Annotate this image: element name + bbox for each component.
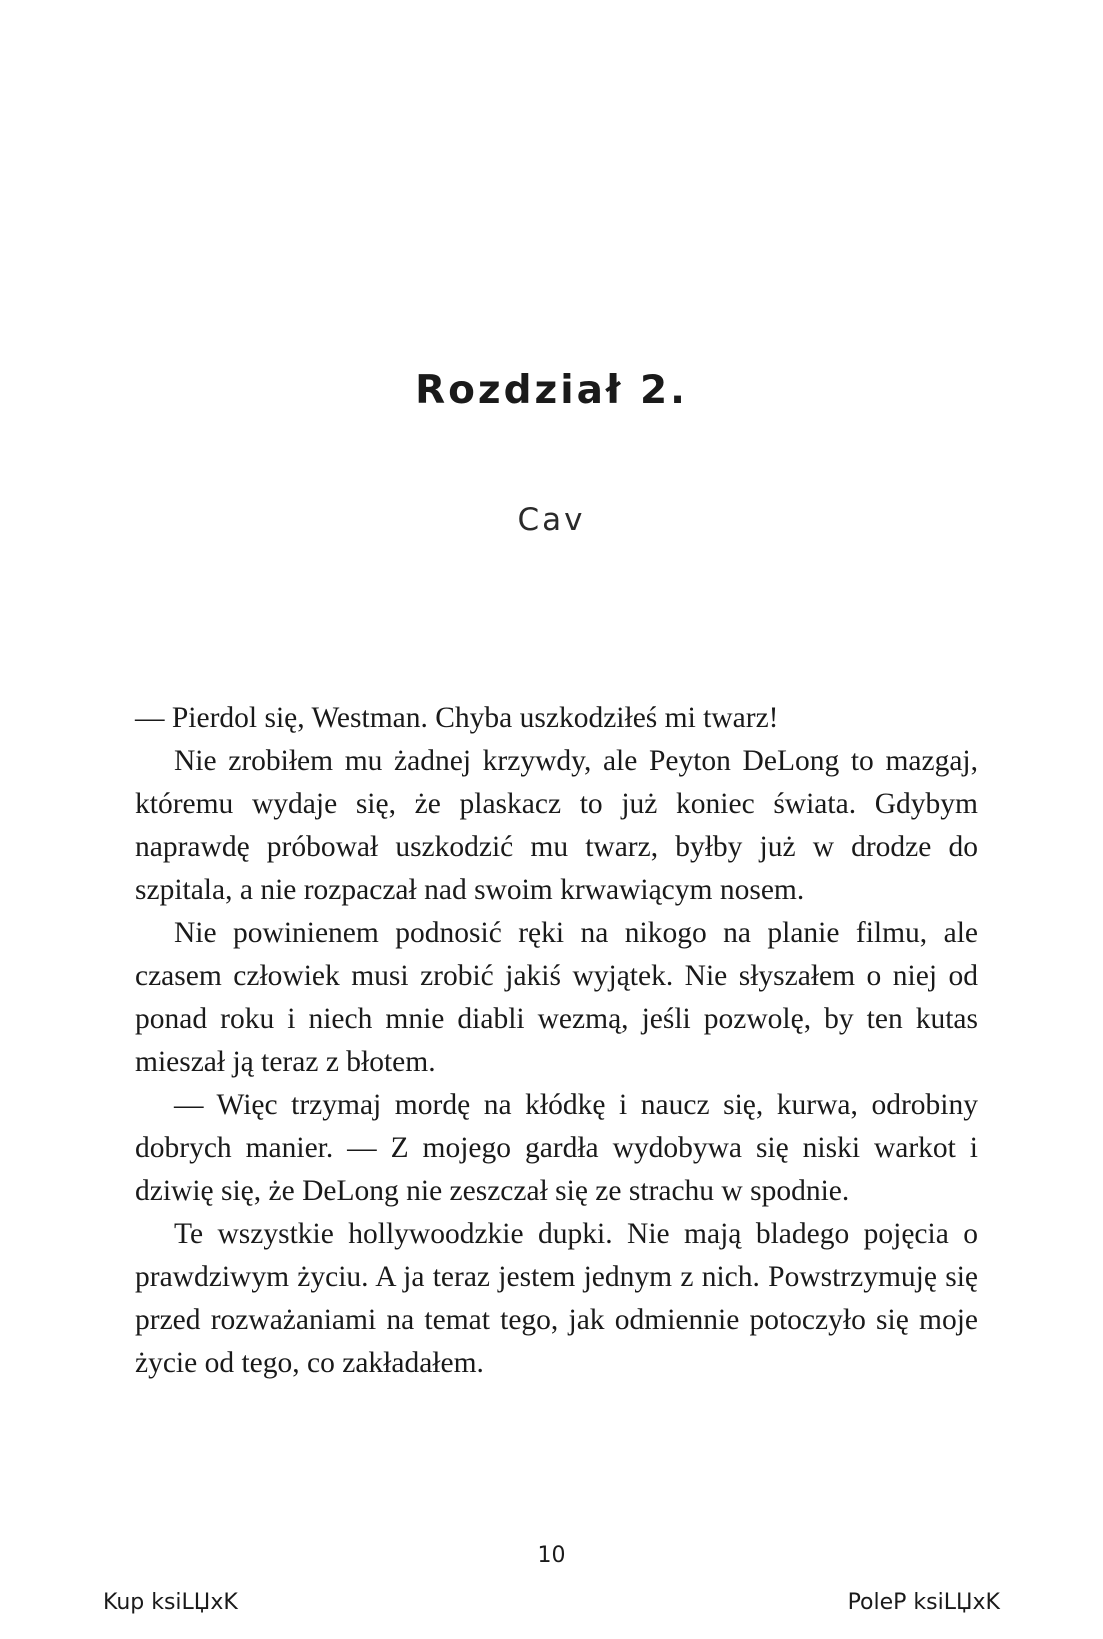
buy-book-link[interactable]: Kup ksiLЏxK [103, 1590, 238, 1615]
chapter-narrator: Cav [517, 502, 586, 538]
recommend-book-link[interactable]: PoleP ksiLЏxK [847, 1590, 1000, 1615]
paragraph: Te wszystkie hollywoodzkie dupki. Nie mają bladego pojęcia o prawdziwym życiu. A ja teraz jestem jednym z nich. Powstrzymuję się przed rozważaniami na temat tego, jak odmiennie potoczyło się moje życie od tego, co zakładałem. [135, 1218, 978, 1379]
page-number: 10 [537, 1543, 566, 1568]
paragraph: Nie zrobiłem mu żadnej krzywdy, ale Peyton DeLong to mazgaj, któremu wydaje się, że plaskacz to już koniec świata. Gdybym naprawdę próbował uszkodzić mu twarz, byłby już w drodze do szpitala, a nie rozpaczał nad swoim krwawiącym nosem. [135, 745, 978, 906]
chapter-body [135, 697, 978, 1385]
paragraph: — Pierdol się, Westman. Chyba uszkodziłeś mi twarz! [135, 702, 779, 734]
chapter-heading: Rozdział 2. [415, 368, 688, 413]
paragraph: — Więc trzymaj mordę na kłódkę i naucz się, kurwa, odrobiny dobrych manier. — Z mojego gardła wydobywa się niski warkot i dziwię się, że DeLong nie zeszczał się ze strachu w spodnie. [135, 1089, 978, 1207]
paragraph: Nie powinienem podnosić ręki na nikogo na planie filmu, ale czasem człowiek musi zrobić jakiś wyjątek. Nie słyszałem o niej od ponad roku i niech mnie diabli wezmą, jeśli pozwolę, by ten kutas mieszał ją teraz z błotem. [135, 917, 978, 1078]
